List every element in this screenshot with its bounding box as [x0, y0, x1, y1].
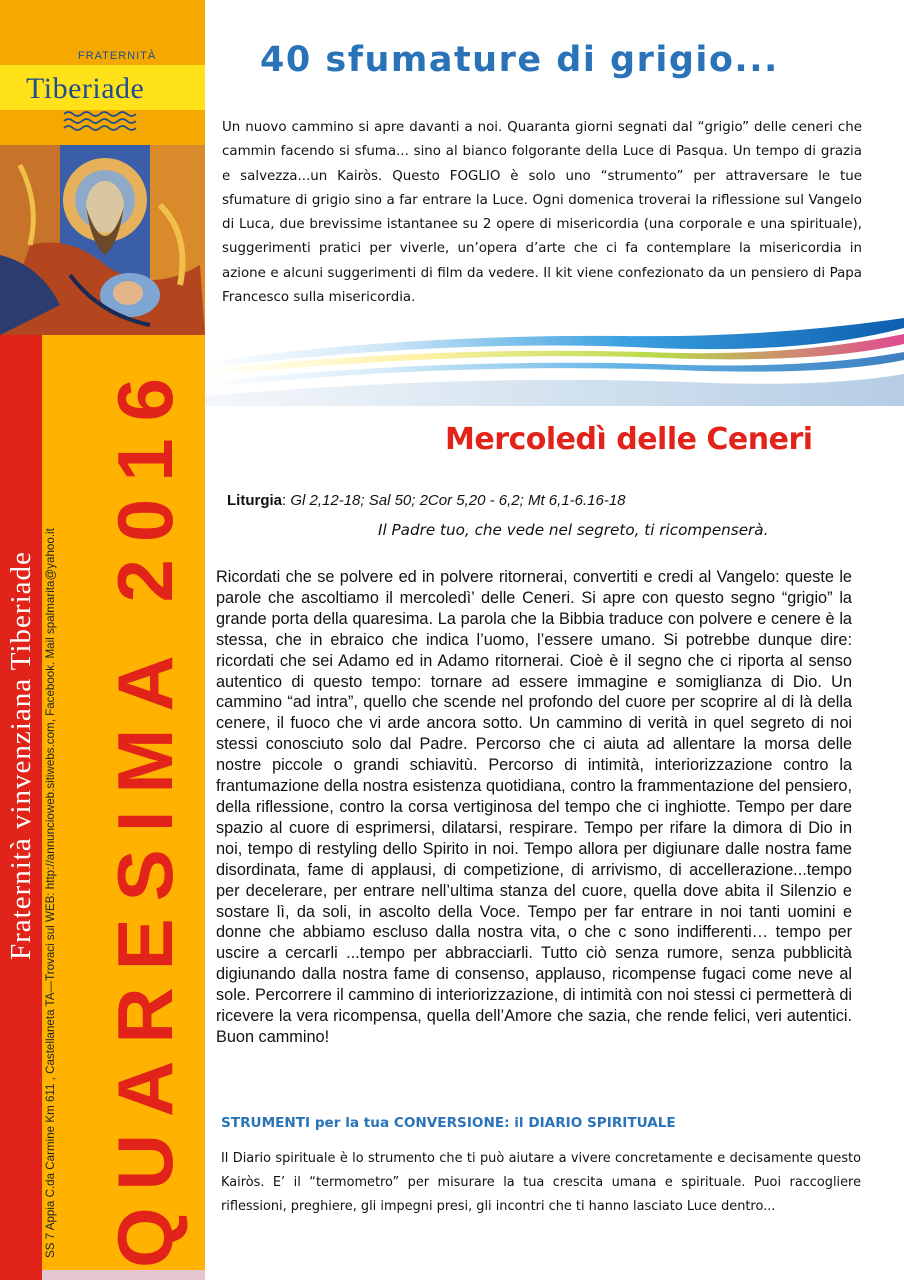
page-headline: 40 sfumature di grigio...: [260, 40, 779, 80]
logo-title: Tiberiade: [26, 72, 145, 105]
christ-painting-image: [0, 145, 205, 335]
logo-small-text: FRATERNITÀ: [78, 50, 157, 62]
decorative-swoosh: [205, 318, 904, 406]
section-title: Mercoledì delle Ceneri: [445, 422, 813, 457]
strumenti-paragraph: Il Diario spirituale è lo strumento che ti può aiutare a vivere concretamente e decisamente questo Kairòs. E’ il “termometro” per misurare la tua crescita umana e spirituale. Puoi raccogliere riflessioni, preghiere, gli impegni presi, gli incontri che ti hanno lasciato Luce dentro...: [221, 1151, 861, 1214]
strumenti-heading: STRUMENTI per la tua CONVERSIONE: il DIARIO SPIRITUALE: [221, 1115, 676, 1131]
logo-band: [0, 0, 205, 145]
liturgia-line: Liturgia: Gl 2,12-18; Sal 50; 2Cor 5,20 - 6,2; Mt 6,1-6.16-18: [227, 492, 626, 509]
article-body: Ricordati che se polvere ed in polvere ritornerai, convertiti e credi al Vangelo: queste le parole che ascoltiamo il mercoledì’ delle Ceneri. Si apre con questo segno “grigio” la grande porta della quaresima. La parola che la Bibbia traduce con polvere e cenere è la stessa, che in ebraico che indica l’uomo, l’essere umano. Si potrebbe dunque dire: ricordati che sei Adamo ed in Adamo ritornerai. Cioè è il segno che ci riporta al senso autentico di questo tempo: tornare ad essere immagine e somiglianza di Dio. Un cammino “ad intra”, quello che scende nel profondo del cuore per scoprire al di là della cenere, il fuoco che vi arde ancora sotto. Un cammino di verità in quel segreto di noi stessi conosciuto solo dal Padre. Percorso che ci aiuta ad allentare la morsa delle nostre piccole o grandi schiavitù. Percorso di intimità, interiorizzazione contro la frantumazione della nostra esistenza quotidiana, contro la frammentazione del pensiero, della riflessione, contro la corsa vertiginosa del tempo che ci inghiotte. Tempo per dare spazio al cuore di esprimersi, dilatarsi, respirare. Tempo per rifare la dimora di Dio in noi, tempo di restyling dello Spirito in noi. Tempo allora per digiunare dalle nostra fame disordinata, fame di applausi, di competizione, di arrivismo, di accellerazione...tempo per decelerare, per entrare nell’ultima stanza del cuore, quella dove abita il Silenzio e sostare lì, da soli, in ascolto della Voce. Tempo per far entrare in noi tanti uomini e donne che abbiamo escluso dalla nostra vita, o che c sono indifferenti… tempo per uscire a cercarli ...tempo per abbracciarli. Tutto ciò senza rumore, senza pubblicità digiunando dalla nostra fame di consenso, applauso, ricompense fugaci come neve al sole. Percorrere il cammino di interiorizzazione, di intimità con noi stessi ci permetterà di ricevere la vera ricompensa, quella dell’Amore che sazia, che rende felici, veri autentici. Buon cammino!: [216, 568, 852, 1046]
vertical-title: Fraternità vinvenziana Tiberiade: [5, 551, 37, 960]
sidebar: [0, 0, 205, 1280]
liturgia-refs: Gl 2,12-18; Sal 50; 2Cor 5,20 - 6,2; Mt 6,1-6.16-18: [290, 492, 626, 509]
vertical-quaresima-title: QUARESIMA 2016: [101, 361, 189, 1268]
vertical-address: SS 7 Appia C.da Carmine Km 611 , Castellaneta TA—Trovaci sul WEB: http://annuncioweb.sitiwebs.com, Facebook. Mail spalmarita@yahoo.it: [44, 528, 57, 1258]
gospel-quote: Il Padre tuo, che vede nel segreto, ti ricompenserà.: [378, 521, 769, 539]
intro-paragraph: Un nuovo cammino si apre davanti a noi. Quaranta giorni segnati dal “grigio” delle ceneri che cammin facendo si sfuma... sino al bianco folgorante della Luce di Pasqua. Un tempo di grazia e salvezza...un Kairòs. Questo FOGLIO è solo uno “strumento” per attraversare le tue sfumature di grigio sino a far entrare la Luce. Ogni domenica troverai la riflessione sul Vangelo di Luca, due brevissime istantanee su 2 opere di misericordia (una corporale e una spirituale), suggerimenti pratici per viverle, un’opera d’arte che ci fa contemplare la misericordia in azione e alcuni suggerimenti di film da vedere. Il kit viene confezionato da un pensiero di Papa Francesco sulla misericordia.: [222, 120, 862, 306]
liturgia-label: Liturgia: [227, 492, 282, 509]
waves-icon: [62, 110, 138, 132]
